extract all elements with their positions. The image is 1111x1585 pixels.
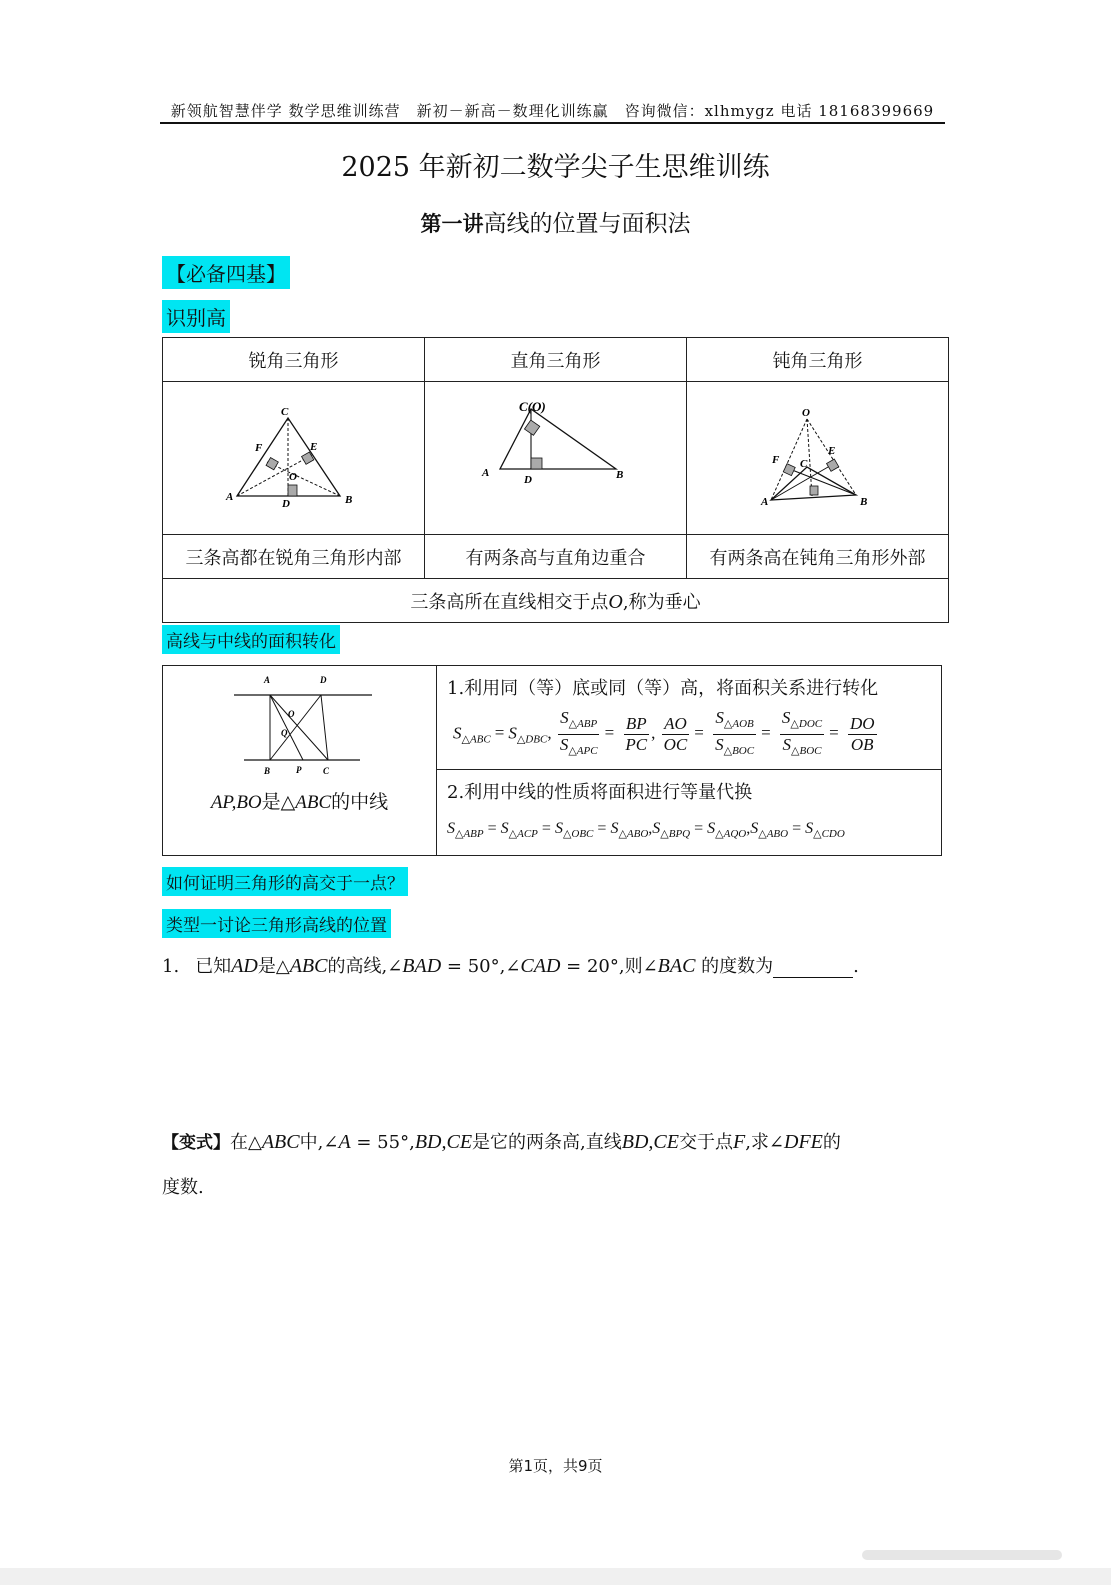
section-zhuanhua-label: 高线与中线的面积转化 [162, 625, 340, 654]
rule2-text: 2.利用中线的性质将面积进行等量代换 [447, 782, 753, 803]
section-leixing1-label: 类型一讨论三角形高线的位置 [162, 909, 391, 938]
header-obtuse: 钝角三角形 [687, 338, 949, 382]
variant-problem: 【变式】在△ABC中,∠A = 55°,BD,CE是它的两条高,直线BD,CE交于点F,求∠DFE的 [162, 1131, 841, 1153]
obtuse-label-b: B [860, 496, 868, 508]
page-footer: 第1页，共9页 [508, 1457, 603, 1475]
median-label-d: D [320, 675, 327, 685]
section-zhengming [162, 867, 408, 896]
problem-1-number: 1. [162, 956, 180, 977]
acute-label-o: O [289, 471, 297, 483]
right-label-c: C(O) [519, 399, 546, 414]
caption-post: 的中线 [331, 791, 389, 813]
right-figure-cell [425, 382, 687, 535]
acute-label-b: B [345, 494, 353, 506]
bottom-bar [0, 1568, 1111, 1585]
header-rule [160, 122, 945, 124]
page-header: 新领航智慧伴学 数学思维训练营 新初－新高－数理化训练赢 咨询微信：xlhmygz 电话 18168399669 [170, 102, 935, 120]
median-label-o: O [288, 709, 295, 719]
problem-1: 1. 已知AD是△ABC的高线,∠BAD = 50°,∠CAD = 20°,则∠BAC 的度数为 . [162, 955, 859, 977]
median-figure [164, 667, 435, 777]
caption-var: AP,BO [210, 792, 262, 813]
section-zhengming-label: 如何证明三角形的高交于一点？ [162, 867, 408, 896]
header-acute: 锐角三角形 [163, 338, 425, 382]
variant-problem-line2: 度数. [162, 1177, 204, 1198]
orthocenter-summary [163, 579, 949, 623]
altitude-table [162, 337, 949, 623]
desc-obtuse: 有两条高在钝角三角形外部 [687, 535, 949, 579]
acute-label-d: D [282, 498, 290, 510]
median-label-b: B [264, 766, 271, 776]
summary-var: O [608, 590, 623, 613]
section-shibie [162, 300, 230, 333]
acute-label-c: C [281, 406, 289, 418]
median-label-q: Q [281, 728, 288, 738]
median-table [162, 665, 942, 856]
median-label-a: A [264, 675, 271, 685]
obtuse-label-a: A [761, 496, 769, 508]
right-label-a: A [482, 467, 490, 479]
scroll-indicator[interactable] [862, 1550, 1062, 1560]
acute-label-e: E [310, 441, 318, 453]
rule2-cell [437, 770, 942, 856]
variant-tag: 【变式】 [162, 1133, 230, 1153]
obtuse-label-e: E [828, 445, 836, 457]
document-title: 2025 年新初二数学尖子生思维训练 [341, 152, 770, 183]
header-right: 直角三角形 [425, 338, 687, 382]
acute-triangle-figure [164, 383, 423, 529]
median-figure-cell [163, 666, 437, 856]
caption-var2: ABC [295, 792, 332, 813]
obtuse-figure-cell [687, 382, 949, 535]
rule1-cell [437, 666, 942, 770]
summary-pre: 三条高所在直线相交于点 [410, 591, 609, 613]
obtuse-label-c: C [800, 458, 808, 470]
answer-blank[interactable] [773, 957, 853, 978]
section-shibie-label: 识别高 [162, 300, 230, 333]
caption-mid: 是△ [261, 791, 296, 813]
median-label-p: P [296, 765, 302, 775]
obtuse-label-f: F [772, 454, 780, 466]
acute-label-f: F [255, 442, 263, 454]
lecture-number: 第一讲 [420, 212, 484, 236]
right-label-d: D [524, 474, 532, 486]
summary-post: ,称为垂心 [622, 591, 701, 613]
obtuse-triangle-figure [688, 383, 947, 529]
section-zhuanhua [162, 625, 340, 654]
acute-figure-cell [163, 382, 425, 535]
section-leixing1 [162, 909, 391, 938]
section-bibei [162, 256, 290, 289]
right-triangle-figure [426, 383, 685, 529]
lecture-topic: 高线的位置与面积法 [483, 211, 691, 237]
desc-acute: 三条高都在锐角三角形内部 [163, 535, 425, 579]
acute-label-a: A [226, 491, 234, 503]
formula2: $S_{\triangle ABP} = S_{\triangle ACP} = S_{\triangle OBC} = S_{\triangle ABO},S_{\triangle BPQ} = S_{\triangle AQO},S_{\triangle ABO} = S_{\triangle CDO}$ [447, 820, 845, 840]
median-caption [164, 787, 435, 814]
rule1-text: 1.利用同（等）底或同（等）高，将面积关系进行转化 [447, 678, 879, 699]
lecture-title [0, 205, 1111, 238]
section-bibei-label: 【必备四基】 [162, 256, 290, 289]
median-label-c: C [323, 766, 330, 776]
obtuse-label-o: O [802, 407, 810, 419]
right-label-b: B [616, 469, 624, 481]
formula1: $S_{\triangle ABC} = S_{\triangle DBC}$, $\frac{S_{\triangle ABP}}{S_{\triangle APC}}$ = $\frac{BP}{PC}$ , $\frac{AO}{OC}$ = $\frac{S_{\triangle AOB}}{S_{\triangle BOC}}$ = $\frac{S_{\triangle DOC}}{S_{\triangle BOC}}$ = $\frac{DO}{OB}$ [453, 708, 875, 757]
desc-right: 有两条高与直角边重合 [425, 535, 687, 579]
